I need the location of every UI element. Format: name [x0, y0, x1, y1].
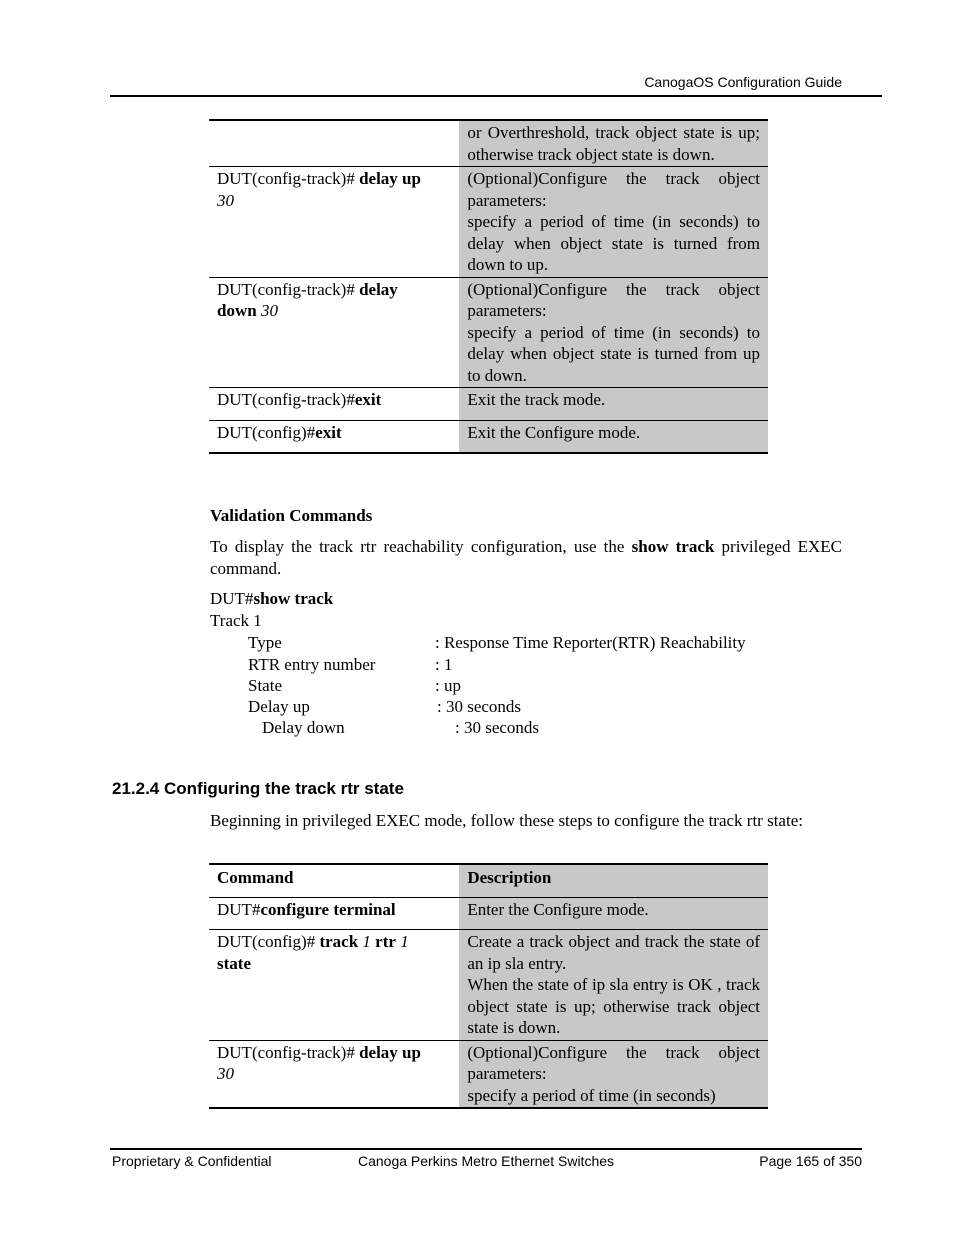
table-row — [209, 1040, 768, 1108]
command-table — [209, 863, 768, 1109]
table-row — [209, 388, 768, 421]
header-description: Description — [459, 864, 768, 897]
cli-command-line: DUT#show track — [210, 589, 334, 608]
header-rule — [110, 95, 882, 97]
output-field-label: RTR entry number — [248, 655, 376, 674]
cli-track-label: Track 1 — [210, 611, 262, 630]
description-cell: Create a track object and track the state of an ip sla entry. When the state of ip sla entry is OK , track object state is up; otherwise track object state is down. — [459, 930, 768, 1041]
command-cell — [209, 120, 459, 167]
show-track-keyword: show track — [631, 537, 715, 556]
validation-paragraph: To display the track rtr reachability configuration, use the show track privileged EXEC command. — [210, 537, 843, 578]
description-cell: Exit the track mode. — [459, 388, 768, 421]
command-cell: DUT(config)# track 1 rtr 1 state — [209, 930, 459, 1041]
footer-rule — [110, 1148, 862, 1150]
output-field-value: : up — [435, 676, 461, 695]
footer-left: Proprietary & Confidential — [112, 1153, 272, 1169]
output-field-label: State — [248, 676, 282, 695]
footer-center: Canoga Perkins Metro Ethernet Switches — [358, 1153, 615, 1169]
section-heading: 21.2.4 Configuring the track rtr state — [112, 779, 404, 798]
table-row — [209, 420, 768, 453]
description-cell: (Optional)Configure the track object parameters: specify a period of time (in seconds) — [459, 1040, 768, 1108]
footer-page-number: Page 165 of 350 — [759, 1153, 862, 1169]
description-cell: Exit the Configure mode. — [459, 420, 768, 453]
output-field-value: : 30 seconds — [437, 697, 522, 716]
description-cell: or Overthreshold, track object state is up; otherwise track object state is down. — [459, 120, 768, 167]
command-cell: DUT(config-track)# delay up 30 — [209, 167, 459, 278]
table-row — [209, 277, 768, 388]
output-field-value: : 30 seconds — [455, 718, 540, 737]
description-cell: (Optional)Configure the track object parameters: specify a period of time (in seconds) to delay when object state is turned from down to up. — [459, 167, 768, 278]
table-header-row — [209, 864, 768, 897]
description-cell: Enter the Configure mode. — [459, 897, 768, 930]
validation-heading: Validation Commands — [210, 506, 373, 525]
table-row — [209, 120, 768, 167]
command-cell: DUT(config)#exit — [209, 420, 459, 453]
output-field-value: : 1 — [435, 655, 453, 674]
command-cell: DUT(config-track)# delay up 30 — [209, 1040, 459, 1108]
table-row — [209, 930, 768, 1041]
table-row — [209, 897, 768, 930]
command-cell: DUT(config-track)# delay down 30 — [209, 277, 459, 388]
header-title: CanogaOS Configuration Guide — [644, 74, 842, 90]
command-table-continued — [209, 119, 768, 454]
section-intro: Beginning in privileged EXEC mode, follow these steps to configure the track rtr state: — [210, 811, 803, 830]
command-cell: DUT#configure terminal — [209, 897, 459, 930]
table-row — [209, 167, 768, 278]
description-cell: (Optional)Configure the track object parameters: specify a period of time (in seconds) to delay when object state is turned from up to down. — [459, 277, 768, 388]
command-cell: DUT(config-track)#exit — [209, 388, 459, 421]
output-field-label: Type — [248, 633, 282, 652]
output-field-label: Delay down — [262, 718, 345, 737]
output-field-label: Delay up — [248, 697, 310, 716]
header-command: Command — [209, 864, 459, 897]
output-field-value: : Response Time Reporter(RTR) Reachability — [435, 633, 746, 652]
